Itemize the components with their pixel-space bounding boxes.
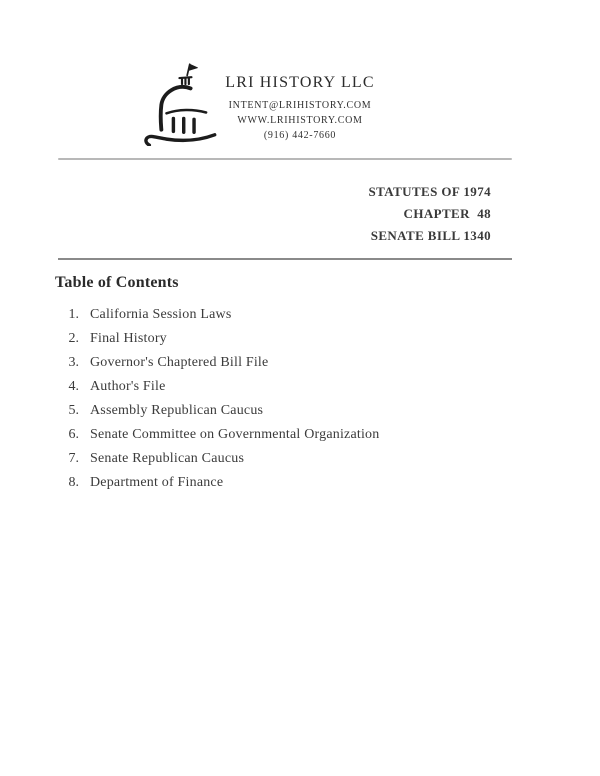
toc-item-label: Final History [90, 331, 167, 346]
divider-top [58, 158, 512, 160]
website-text: WWW.LRIHISTORY.COM [237, 115, 363, 126]
letterhead [0, 74, 600, 143]
toc-item-number: 7. [68, 451, 79, 466]
statutes-line: STATUTES OF 1974 [368, 184, 491, 199]
divider-bottom [58, 258, 512, 260]
toc-item-label: Senate Republican Caucus [90, 451, 245, 466]
toc-item-number: 3. [68, 355, 79, 370]
toc-item-number: 4. [68, 379, 79, 394]
toc-item [60, 356, 379, 371]
toc-list [60, 308, 379, 500]
senate-bill-line: SENATE BILL 1340 [370, 228, 491, 243]
toc-item-number: 1. [68, 307, 79, 322]
toc-item-label: Author's File [90, 379, 166, 394]
toc-item-label: Governor's Chaptered Bill File [90, 355, 269, 370]
toc-item-label: Assembly Republican Caucus [90, 403, 264, 418]
toc-title: Table of Contents [55, 274, 179, 291]
toc-item-number: 2. [68, 331, 79, 346]
toc-item-label: California Session Laws [90, 307, 232, 322]
statute-reference [369, 181, 491, 247]
email-text: INTENT@LRIHISTORY.COM [228, 100, 372, 111]
toc-item-number: 5. [68, 403, 79, 418]
toc-item [60, 404, 379, 419]
toc-item-number: 8. [68, 475, 79, 490]
toc-item-label: Department of Finance [90, 475, 224, 490]
chapter-line: CHAPTER 48 [403, 206, 491, 221]
toc-item [60, 332, 379, 347]
phone-text: (916) 442-7660 [263, 130, 337, 141]
toc-item [60, 428, 379, 443]
toc-item [60, 380, 379, 395]
company-name: LRI HISTORY LLC [225, 74, 375, 91]
toc-item-number: 6. [68, 427, 79, 442]
toc-item [60, 476, 379, 491]
toc-item [60, 308, 379, 323]
toc-item [60, 452, 379, 467]
toc-item-label: Senate Committee on Governmental Organization [90, 427, 380, 442]
